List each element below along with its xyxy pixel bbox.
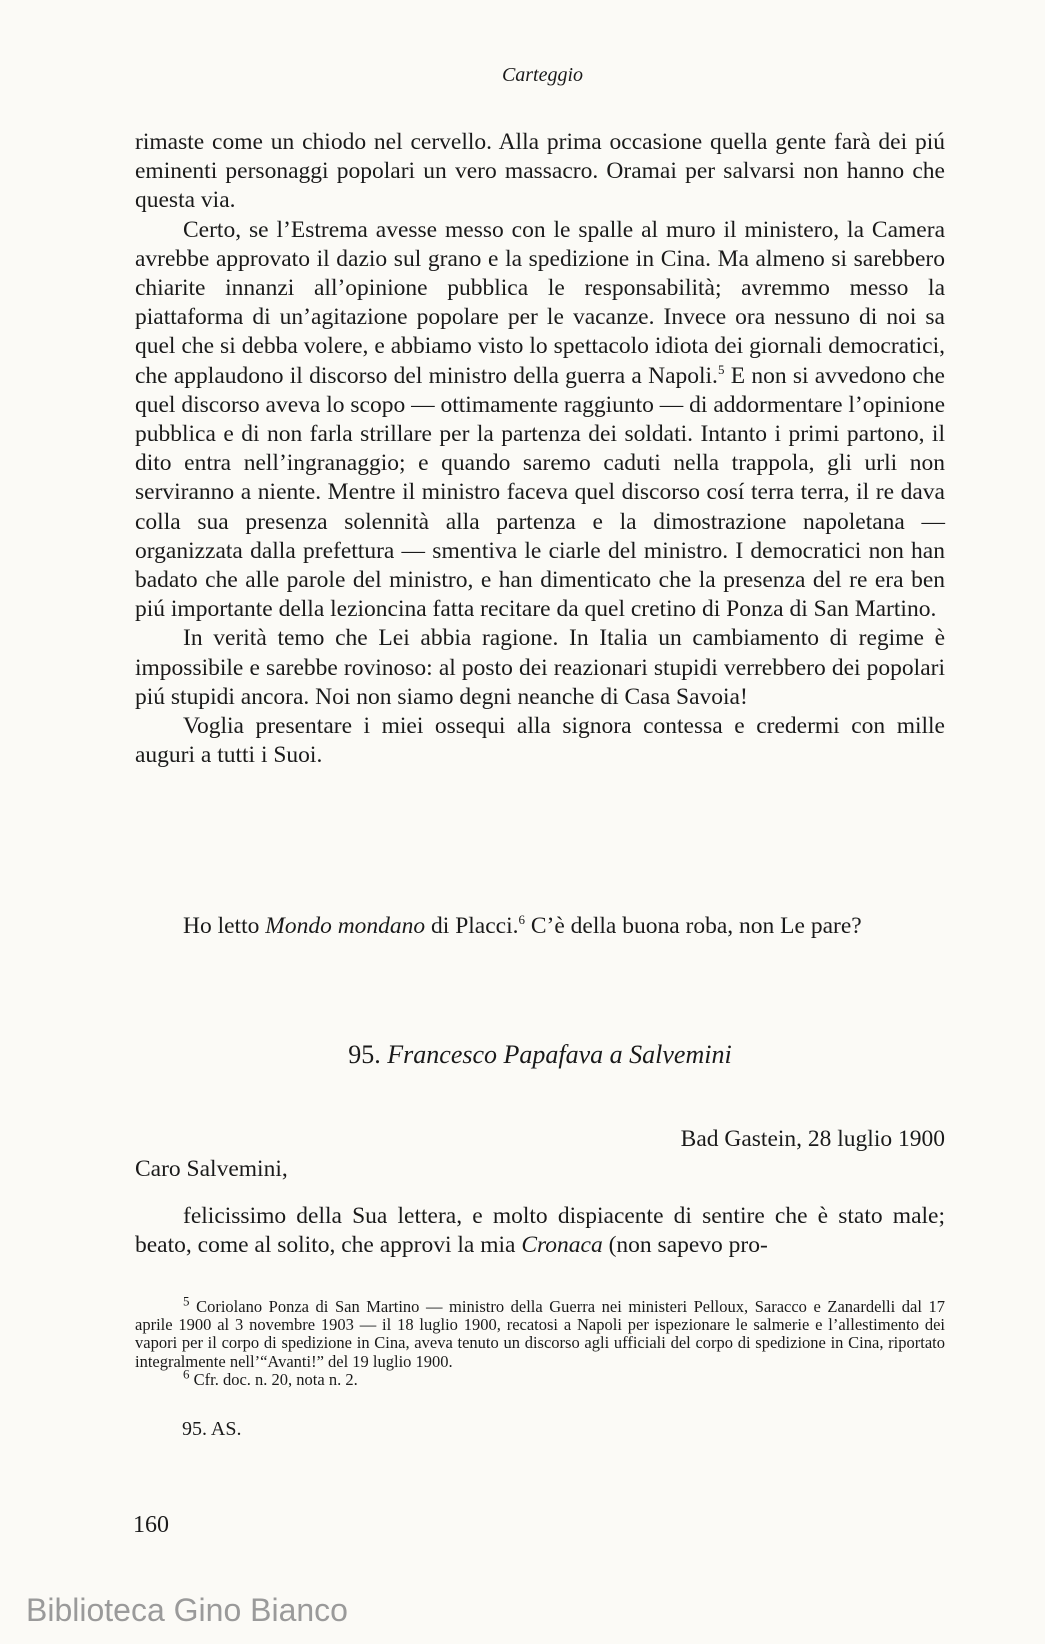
postscript [135, 912, 945, 941]
letter-number: 95. [348, 1040, 381, 1069]
paragraph: Voglia presentare i miei ossequi alla signora contessa e credermi con mille auguri a tutti i Suoi. [135, 713, 945, 769]
postscript-text: di Placci. [425, 913, 519, 939]
book-title: Mondo mondano [265, 913, 426, 939]
footnote [135, 1366, 945, 1389]
paragraph [135, 216, 945, 625]
paragraph: In verità temo che Lei abbia ragione. In Italia un cambiamento di regime è impossibile e sarebbe rovinoso: al posto dei reazionari stupidi verrebbero dei popolari piú stupidi ancora. Noi non siamo degni neanche di Casa Savoia! [135, 625, 945, 710]
source-note: 95. AS. [182, 1418, 242, 1440]
postscript-text: C’è della buona roba, non Le pare? [525, 913, 862, 939]
letter-95-body [135, 1202, 945, 1260]
paragraph-text: Certo, se l’Estrema avesse messo con le spalle al muro il ministero, la Camera avrebbe approvato il dazio sul grano e la spedizione in Cina. Ma almeno si sarebbero chiarite innanzi all’opinione pubblica le responsabilità; avremmo messo la piattaforma di un’agitazione popolare per le vacanze. Invece ora nessuno di noi sa quel che si debba volere, e abbiamo visto lo spettacolo idiota dei giornali democratici, che applaudono il discorso del ministro della guerra a Napoli. [135, 216, 945, 389]
postscript-text: Ho letto [183, 913, 266, 939]
footnote-text: Cfr. doc. n. 20, nota n. 2. [193, 1369, 358, 1389]
footnotes [135, 1293, 945, 1389]
footnote-text: Coriolano Ponza di San Martino — ministro della Guerra nei ministeri Pelloux, Saracco e Zanardelli dal 17 aprile 1900 al 3 novembre 1903 — il 18 luglio 1900, recatosi a Napoli per ispezionare le salmerie e l’allestimento dei vapori per il corpo di spedizione in Cina, aveva tenuto un discorso agli ufficiali del corpo di spedizione in Cina, riportato integralmente nell’“Avanti!” del 19 luglio 1900. [135, 1297, 945, 1371]
footnote-number: 5 [183, 1293, 190, 1309]
letter-title: Francesco Papafava a Salvemini [387, 1040, 732, 1069]
footnote-number: 6 [183, 1366, 190, 1382]
page-number: 160 [133, 1512, 169, 1538]
salutation: Caro Salvemini, [135, 1156, 288, 1182]
footnote [135, 1293, 945, 1371]
dateline: Bad Gastein, 28 luglio 1900 [680, 1126, 945, 1152]
paragraph [135, 1202, 945, 1260]
paragraph: rimaste come un chiodo nel cervello. Alla prima occasione quella gente farà dei piú eminenti personaggi popolari un vero massacro. Oramai per salvarsi non hanno che questa via. [135, 129, 945, 214]
footnote-ref: 6 [518, 912, 525, 928]
footnote-ref: 5 [717, 361, 725, 377]
paragraph-text: (non sapevo pro- [602, 1232, 768, 1259]
letter-94-body [135, 128, 945, 770]
work-title: Cronaca [521, 1232, 603, 1259]
paragraph-text: felicissimo della Sua lettera, e molto dispiacente di sentire che è stato male; beato, come al solito, che approvi la mia [135, 1203, 945, 1259]
running-head: Carteggio [501, 64, 584, 86]
paragraph-text: E non si avvedono che quel discorso aveva lo scopo — ottimamente raggiunto — di addormentare l’opinione pubblica e di non farla strillare per la partenza dei soldati. Intanto i primi partono, il dito entra nell’ingranaggio; e quando saremo caduti nella trappola, gli urli non serviranno a niente. Mentre il ministro faceva quel discorso cosí terra terra, il re dava colla sua presenza solennità alla partenza e la dimostrazione napoletana — organizzata dalla prefettura — smentiva le ciarle del ministro. I democratici non han badato che alle parole del ministro, e han dimenticato che la presenza del re era ben piú importante della lezioncina fatta recitare da quel cretino di Ponza di San Martino. [135, 362, 945, 623]
letter-heading [135, 1040, 945, 1070]
watermark: Biblioteca Gino Bianco [26, 1592, 348, 1628]
